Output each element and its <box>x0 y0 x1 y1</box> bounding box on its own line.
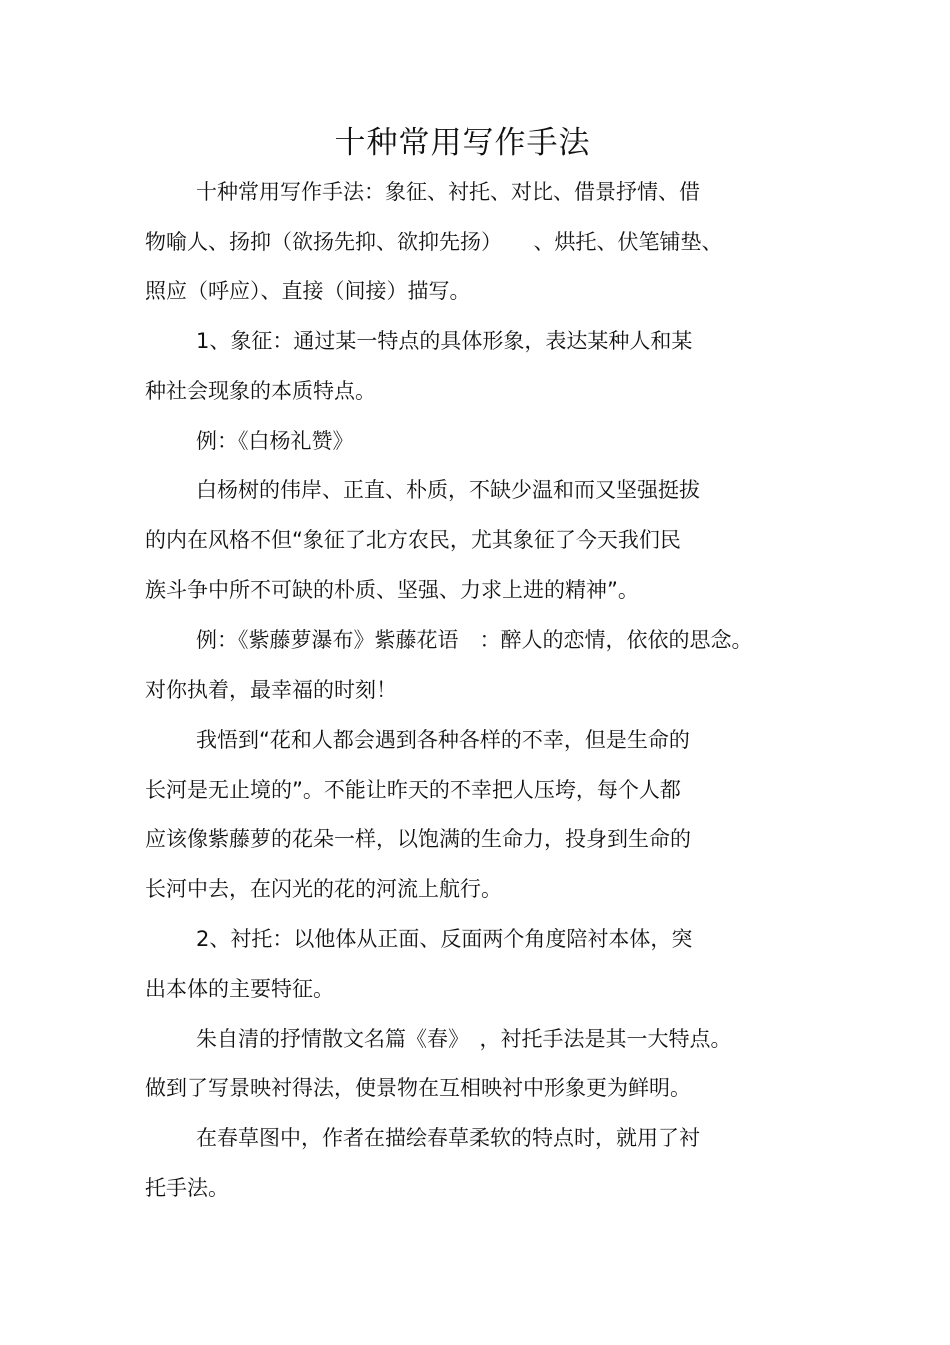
body-line: 长河中去，在闪光的花的河流上航行。 <box>145 877 502 901</box>
body-line: 朱自清的抒情散文名篇《春》 ，衬托手法是其一大特点。 <box>196 1027 732 1051</box>
body-line: 应该像紫藤萝的花朵一样，以饱满的生命力，投身到生命的 <box>145 827 691 851</box>
body-line: 做到了写景映衬得法，使景物在互相映衬中形象更为鲜明。 <box>145 1076 691 1100</box>
body-line: 对你执着，最幸福的时刻！ <box>145 678 397 702</box>
body-line: 托手法。 <box>145 1176 229 1200</box>
body-line: 白杨树的伟岸、正直、朴质，不缺少温和而又坚强挺拔 <box>196 478 700 502</box>
body-line: 在春草图中，作者在描绘春草柔软的特点时，就用了衬 <box>196 1126 700 1150</box>
body-line: 出本体的主要特征。 <box>145 977 334 1001</box>
body-line: 例：《白杨礼赞》 <box>196 429 354 453</box>
body-line: 种社会现象的本质特点。 <box>145 379 376 403</box>
body-line: 物喻人、扬抑（欲扬先抑、欲抑先扬） 、烘托、伏笔铺垫、 <box>145 230 723 254</box>
body-line: 长河是无止境的”。不能让昨天的不幸把人压垮，每个人都 <box>145 778 681 802</box>
body-line: 照应（呼应）、直接（间接）描写。 <box>145 279 471 303</box>
body-line: 1、象征：通过某一特点的具体形象，表达某种人和某 <box>196 329 693 353</box>
body-line: 十种常用写作手法：象征、衬托、对比、借景抒情、借 <box>196 180 700 204</box>
body-line: 2、衬托：以他体从正面、反面两个角度陪衬本体，突 <box>196 927 693 951</box>
body-line: 的内在风格不但“象征了北方农民，尤其象征了今天我们民 <box>145 528 681 552</box>
body-line: 例：《紫藤萝瀑布》紫藤花语 ：醉人的恋情，依依的思念。 <box>196 628 753 652</box>
document-title: 十种常用写作手法 <box>334 125 591 161</box>
body-line: 我悟到“花和人都会遇到各种各样的不幸，但是生命的 <box>196 728 690 752</box>
body-line: 族斗争中所不可缺的朴质、坚强、力求上进的精神”。 <box>145 578 639 602</box>
